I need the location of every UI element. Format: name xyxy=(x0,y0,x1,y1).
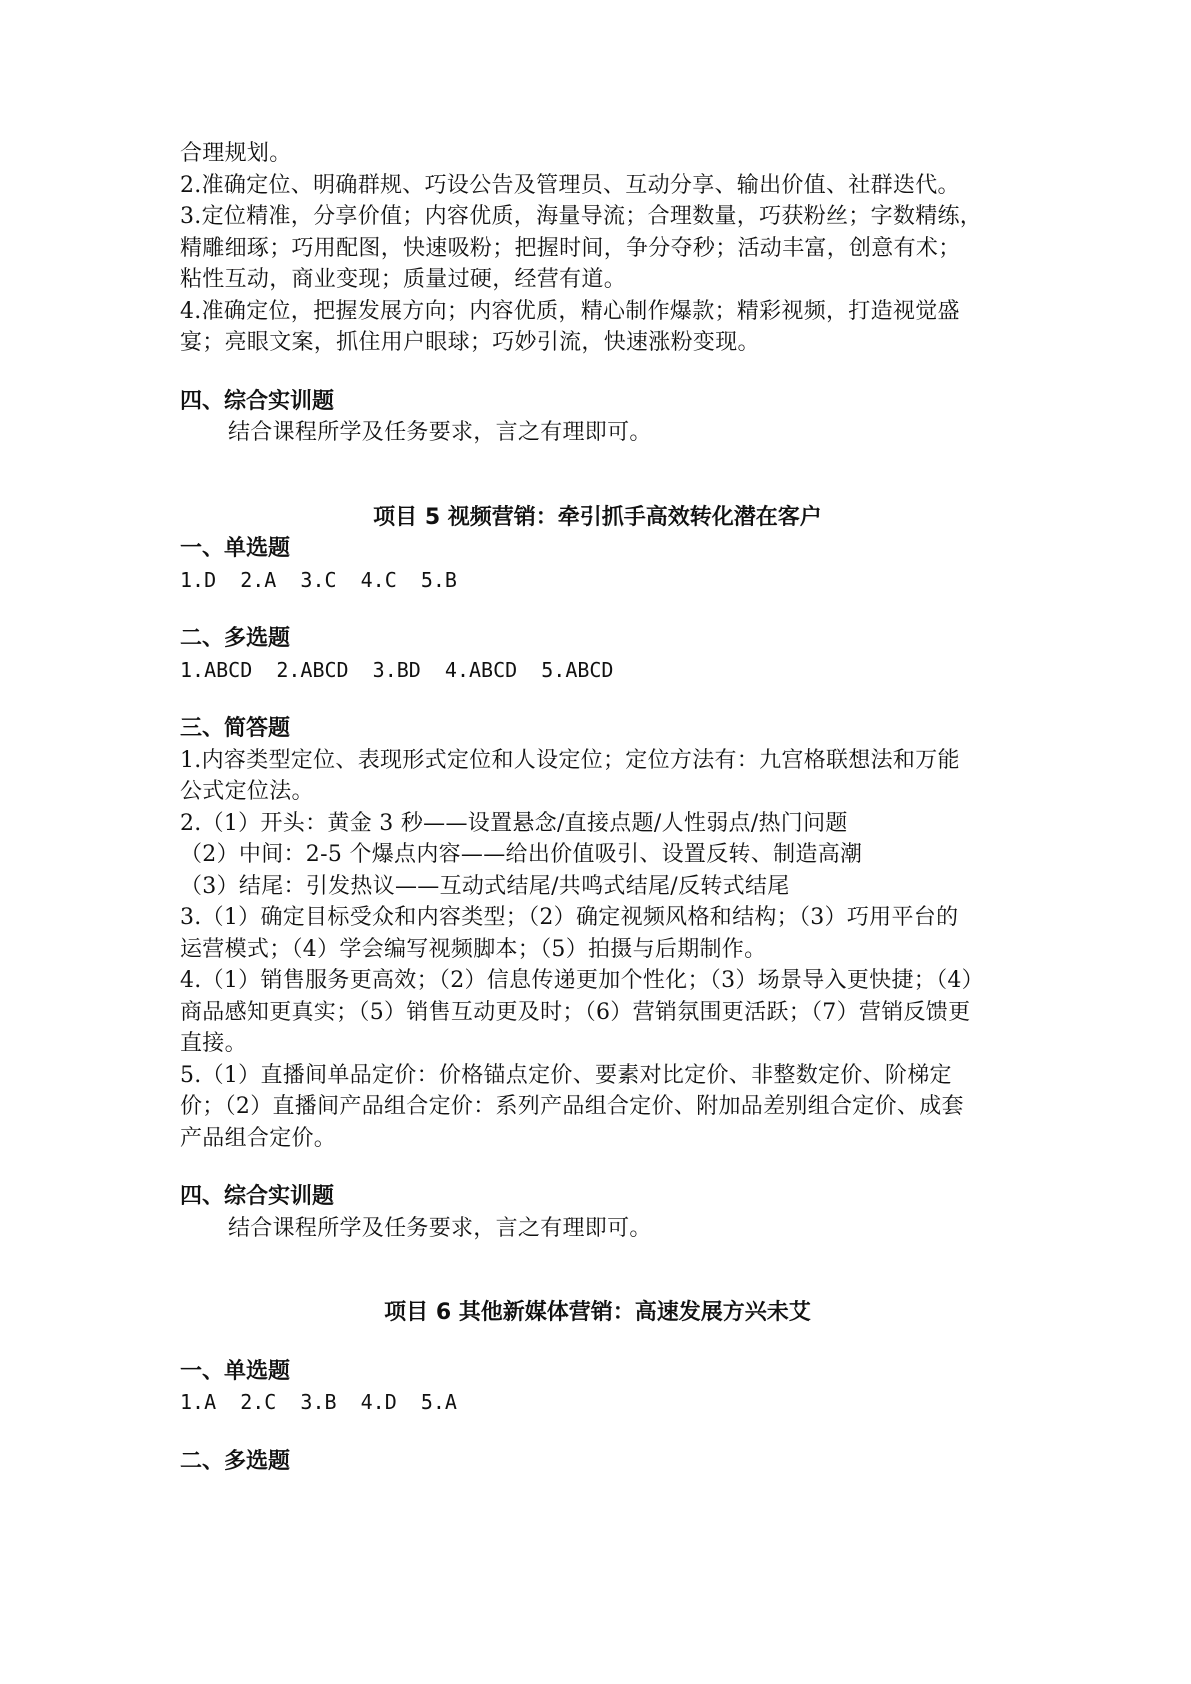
document-page xyxy=(180,138,1015,1477)
section-heading: 四、综合实训题 xyxy=(180,1184,335,1209)
project-6-title: 项目 6 其他新媒体营销：高速发展方兴未艾 xyxy=(384,1300,811,1325)
text-line: 1.内容类型定位、表现形式定位和人设定位；定位方法有：九宫格联想法和万能 xyxy=(180,747,960,773)
text-line: 直接。 xyxy=(180,1031,247,1056)
text-line: （3）结尾：引发热议——互动式结尾/共鸣式结尾/反转式结尾 xyxy=(180,873,790,899)
top-answers-block xyxy=(180,138,1015,359)
section-heading: 三、简答题 xyxy=(180,716,291,741)
section-heading: 二、多选题 xyxy=(180,626,291,651)
text-line: 粘性互动，商业变现；质量过硬，经营有道。 xyxy=(180,267,627,292)
section-text: 结合课程所学及任务要求，言之有理即可。 xyxy=(228,420,652,445)
text-line: 3.（1）确定目标受众和内容类型；（2）确定视频风格和结构；（3）巧用平台的 xyxy=(180,905,959,930)
answer-line: 1.ABCD 2.ABCD 3.BD 4.ABCD 5.ABCD xyxy=(180,657,614,682)
section-heading: 二、多选题 xyxy=(180,1448,291,1474)
project-5-title: 项目 5 视频营销：牵引抓手高效转化潜在客户 xyxy=(373,504,822,530)
text-line: 商品感知更真实；（5）销售互动更及时；（6）营销氛围更活跃；（7）营销反馈更 xyxy=(180,999,971,1025)
text-line: 运营模式；（4）学会编写视频脚本；（5）拍摄与后期制作。 xyxy=(180,936,767,962)
answer-line: 1.A 2.C 3.B 4.D 5.A xyxy=(180,1390,457,1414)
short-answers-block xyxy=(180,745,1015,1155)
text-line: 3.定位精准，分享价值；内容优质，海量导流；合理数量，巧获粉丝；字数精练， xyxy=(180,204,983,229)
text-line: 合理规划。 xyxy=(180,141,292,166)
text-line: 5.（1）直播间单品定价：价格锚点定价、要素对比定价、非整数定价、阶梯定 xyxy=(180,1062,952,1088)
text-line: 2.（1）开头：黄金 3 秒——设置悬念/直接点题/人性弱点/热门问题 xyxy=(180,810,848,836)
text-line: 4.（1）销售服务更高效；（2）信息传递更加个性化；（3）场景导入更快捷；（4） xyxy=(180,968,984,993)
section-heading: 一、单选题 xyxy=(180,536,291,561)
text-line: 宴；亮眼文案，抓住用户眼球；巧妙引流，快速涨粉变现。 xyxy=(180,330,760,355)
text-line: （2）中间：2-5 个爆点内容——给出价值吸引、设置反转、制造高潮 xyxy=(180,842,863,867)
section-heading: 四、综合实训题 xyxy=(180,388,335,414)
text-line: 价；（2）直播间产品组合定价：系列产品组合定价、附加品差别组合定价、成套 xyxy=(180,1094,964,1119)
text-line: 4.准确定位，把握发展方向；内容优质，精心制作爆款；精彩视频，打造视觉盛 xyxy=(180,298,960,324)
text-line: 产品组合定价。 xyxy=(180,1125,337,1151)
text-line: 公式定位法。 xyxy=(180,779,314,804)
section-text: 结合课程所学及任务要求，言之有理即可。 xyxy=(228,1215,652,1241)
text-line: 2.准确定位、明确群规、巧设公告及管理员、互动分享、输出价值、社群迭代。 xyxy=(180,172,960,198)
section-heading: 一、单选题 xyxy=(180,1358,291,1384)
text-line: 精雕细琢；巧用配图，快速吸粉；把握时间，争分夺秒；活动丰富，创意有术； xyxy=(180,235,961,261)
answer-line: 1.D 2.A 3.C 4.C 5.B xyxy=(180,567,457,592)
